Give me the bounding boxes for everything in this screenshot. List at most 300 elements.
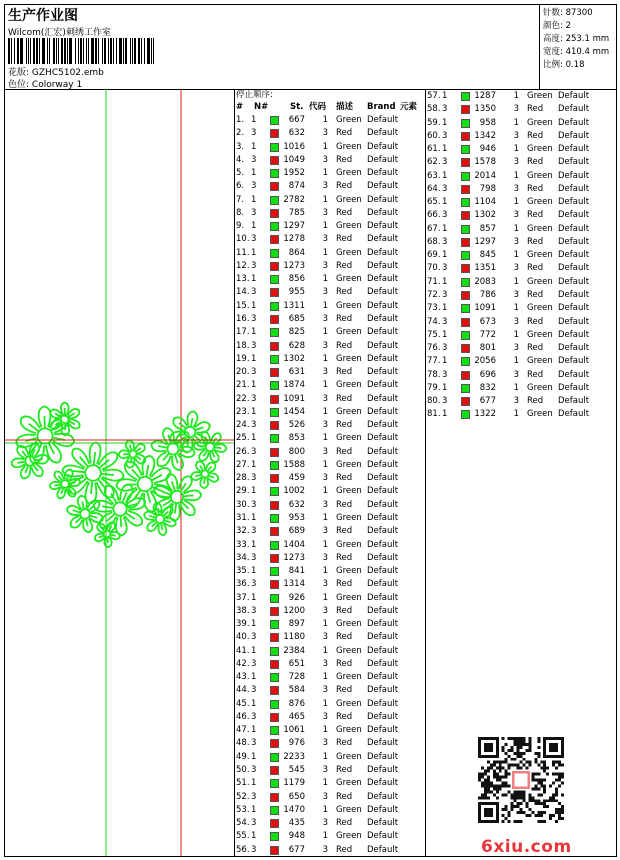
color-swatch (270, 819, 279, 828)
qr-module (520, 740, 523, 743)
stitch-count: 1002 (283, 486, 305, 497)
stop-number: 3. (236, 141, 245, 152)
stitch-count: 874 (288, 181, 305, 192)
stop-number: 78. (427, 369, 441, 380)
color-swatch (270, 806, 279, 815)
stitch-count: 650 (288, 791, 305, 802)
color-description: Green (336, 274, 362, 285)
barcode-bar (36, 38, 38, 64)
qr-module (511, 749, 514, 752)
color-description: Green (527, 276, 553, 287)
qr-module (525, 761, 528, 764)
qr-module (502, 761, 505, 764)
stop-number: 23. (236, 406, 250, 417)
color-code: 1 (322, 274, 328, 285)
qr-module (555, 779, 558, 782)
stop-list-row (427, 196, 615, 209)
qr-module (555, 787, 558, 790)
stop-list-row (236, 605, 424, 618)
color-swatch (461, 278, 470, 287)
color-swatch (270, 514, 279, 523)
color-description: Green (336, 406, 362, 417)
barcode-bar (58, 38, 59, 64)
color-code: 3 (322, 499, 328, 510)
color-code: 3 (322, 579, 328, 590)
stitch-count: 845 (479, 250, 496, 261)
stop-number: 52. (236, 791, 250, 802)
qr-module (505, 752, 508, 755)
stitch-count: 953 (288, 512, 305, 523)
stop-number: 56. (236, 844, 250, 855)
color-swatch (270, 567, 279, 576)
qr-module (528, 764, 531, 767)
stop-number: 8. (236, 207, 245, 218)
qr-module (493, 761, 496, 764)
color-code: 3 (513, 369, 519, 380)
qr-module (490, 764, 493, 767)
color-code: 3 (322, 844, 328, 855)
needle-number: 1 (251, 751, 257, 762)
stop-list-column-2 (427, 90, 615, 422)
stitch-count: 696 (479, 369, 496, 380)
qr-module (549, 784, 552, 787)
barcode-bar (39, 38, 40, 64)
stitch-count: 2384 (283, 645, 305, 656)
color-code: 1 (322, 725, 328, 736)
color-swatch (270, 302, 279, 311)
qr-module (540, 820, 543, 823)
thread-brand: Default (367, 420, 399, 431)
qr-module (508, 767, 511, 770)
qr-module (487, 779, 490, 782)
color-code: 3 (513, 157, 519, 168)
color-swatch (461, 132, 470, 141)
color-code: 3 (322, 658, 328, 669)
stop-list-row (236, 724, 424, 737)
qr-module (525, 767, 528, 770)
thread-brand: Default (367, 459, 399, 470)
color-swatch (270, 527, 279, 536)
qr-module (478, 776, 481, 779)
qr-module (514, 740, 517, 743)
color-swatch (270, 116, 279, 125)
qr-module (531, 787, 534, 790)
stop-list-row (236, 406, 424, 419)
qr-module (534, 784, 537, 787)
color-description: Red (336, 154, 353, 165)
stitch-count: 673 (479, 316, 496, 327)
qr-module (522, 811, 525, 814)
thread-brand: Default (367, 698, 399, 709)
thread-brand: Default (367, 632, 399, 643)
needle-number: 1 (251, 831, 257, 842)
needle-number: 3 (251, 499, 257, 510)
thread-brand: Default (367, 512, 399, 523)
stop-number: 69. (427, 250, 441, 261)
stitch-count: 976 (288, 738, 305, 749)
color-swatch (270, 381, 279, 390)
thread-brand: Default (367, 181, 399, 192)
stop-list-row (236, 167, 424, 180)
qr-module (543, 770, 546, 773)
color-code: 3 (513, 263, 519, 274)
qr-module (508, 755, 511, 758)
color-swatch (270, 726, 279, 735)
color-swatch (270, 368, 279, 377)
stitch-count: 677 (479, 396, 496, 407)
color-description: Red (336, 367, 353, 378)
color-description: Red (336, 765, 353, 776)
thread-brand: Default (367, 499, 399, 510)
stop-list-row (427, 408, 615, 421)
thread-brand: Default (558, 104, 590, 115)
thread-brand: Default (558, 91, 590, 101)
stitch-count: 1104 (474, 197, 496, 208)
qr-module (543, 820, 546, 823)
stop-number: 21. (236, 380, 250, 391)
color-swatch (270, 421, 279, 430)
qr-module (508, 764, 511, 767)
flower-center (80, 509, 90, 519)
color-code: 1 (513, 91, 519, 101)
color-code: 1 (322, 566, 328, 577)
thread-brand: Default (558, 183, 590, 194)
barcode-bar (26, 38, 27, 64)
qr-module (522, 790, 525, 793)
stop-number: 15. (236, 300, 250, 311)
stop-number: 66. (427, 210, 441, 221)
thread-brand: Default (367, 831, 399, 842)
color-swatch (270, 315, 279, 324)
qr-module (540, 779, 543, 782)
qr-module (540, 802, 543, 805)
stop-list-row (236, 737, 424, 750)
stop-number: 30. (236, 499, 250, 510)
stop-number: 5. (236, 168, 245, 179)
color-swatch (270, 288, 279, 297)
barcode-bar (64, 38, 66, 64)
color-description: Green (527, 329, 553, 340)
barcode-bar (108, 38, 109, 64)
color-description: Green (527, 223, 553, 234)
color-description: Red (336, 207, 353, 218)
stat-stitches: 针数: 87300 (543, 8, 593, 18)
qr-module (540, 784, 543, 787)
qr-module (537, 740, 540, 743)
color-description: Red (336, 446, 353, 457)
stitch-count: 841 (288, 566, 305, 577)
qr-module (555, 820, 558, 823)
flower-outline (119, 441, 145, 468)
thread-brand: Default (558, 236, 590, 247)
col-head-code: 代码 (309, 102, 327, 112)
stop-list-row (236, 711, 424, 724)
needle-number: 1 (251, 592, 257, 603)
needle-number: 3 (251, 632, 257, 643)
qr-module (522, 793, 525, 796)
stitch-count: 1297 (474, 236, 496, 247)
qr-module (520, 802, 523, 805)
qr-module (517, 743, 520, 746)
stitch-count: 1302 (283, 353, 305, 364)
color-description: Green (336, 672, 362, 683)
thread-brand: Default (367, 207, 399, 218)
stop-list-row (236, 393, 424, 406)
flower-center (37, 428, 52, 443)
stop-list-row (427, 130, 615, 143)
stitch-count: 1952 (283, 168, 305, 179)
color-code: 3 (322, 526, 328, 537)
qr-module (531, 799, 534, 802)
qr-module (543, 779, 546, 782)
color-swatch (270, 753, 279, 762)
thread-brand: Default (558, 289, 590, 300)
watermark-logo: 6xiu.com (481, 837, 572, 857)
thread-brand: Default (367, 765, 399, 776)
barcode-bar (86, 38, 87, 64)
needle-number: 1 (251, 645, 257, 656)
stop-number: 29. (236, 486, 250, 497)
qr-module (511, 793, 514, 796)
color-code: 3 (513, 289, 519, 300)
stop-number: 53. (236, 804, 250, 815)
qr-module (555, 793, 558, 796)
needle-number: 1 (251, 406, 257, 417)
qr-module (520, 793, 523, 796)
qr-module (508, 773, 511, 776)
stitch-count: 1404 (283, 539, 305, 550)
qr-module (525, 749, 528, 752)
stitch-count: 1273 (283, 552, 305, 563)
qr-module (502, 820, 505, 823)
qr-module (558, 779, 561, 782)
qr-module (537, 746, 540, 749)
thread-brand: Default (558, 117, 590, 128)
stop-list-row (236, 684, 424, 697)
color-swatch (461, 158, 470, 167)
color-swatch (270, 766, 279, 775)
qr-module (484, 790, 487, 793)
color-swatch (461, 291, 470, 300)
qr-module (520, 790, 523, 793)
color-code: 3 (322, 260, 328, 271)
stop-number: 31. (236, 512, 250, 523)
qr-code-icon (478, 737, 564, 823)
qr-module (517, 793, 520, 796)
barcode-bar (130, 38, 131, 64)
stop-number: 10. (236, 234, 250, 245)
qr-module (499, 779, 502, 782)
color-code: 3 (322, 738, 328, 749)
needle-number: 1 (442, 329, 448, 340)
stop-number: 71. (427, 276, 441, 287)
color-swatch (270, 660, 279, 669)
stop-number: 40. (236, 632, 250, 643)
qr-module (549, 814, 552, 817)
qr-module (531, 811, 534, 814)
qr-module (534, 799, 537, 802)
color-swatch (461, 172, 470, 181)
thread-brand: Default (367, 804, 399, 815)
qr-module (487, 796, 490, 799)
stop-list-row (236, 127, 424, 140)
color-description: Red (527, 343, 544, 354)
qr-module (537, 787, 540, 790)
color-swatch (461, 331, 470, 340)
stitch-count: 1578 (474, 157, 496, 168)
needle-number: 1 (442, 91, 448, 101)
color-code: 1 (322, 804, 328, 815)
qr-module (555, 773, 558, 776)
stop-list-row (236, 552, 424, 565)
stop-number: 6. (236, 181, 245, 192)
stitch-count: 435 (288, 818, 305, 829)
qr-module (537, 820, 540, 823)
color-swatch (270, 143, 279, 152)
stop-number: 39. (236, 619, 250, 630)
stop-number: 81. (427, 409, 441, 420)
qr-module (487, 761, 490, 764)
design-file-name: GZHC5102.emb (31, 68, 104, 78)
needle-number: 3 (251, 791, 257, 802)
color-code: 1 (322, 115, 328, 125)
thread-brand: Default (367, 552, 399, 563)
stop-list-row (236, 340, 424, 353)
needle-number: 1 (251, 221, 257, 232)
qr-module (505, 781, 508, 784)
color-swatch (461, 185, 470, 194)
color-description: Red (336, 260, 353, 271)
color-description: Green (336, 512, 362, 523)
stop-list-row (427, 90, 615, 103)
stop-number: 18. (236, 340, 250, 351)
needle-number: 3 (251, 579, 257, 590)
needle-number: 1 (442, 382, 448, 393)
color-description: Green (336, 168, 362, 179)
stitch-count: 689 (288, 526, 305, 537)
color-description: Red (336, 313, 353, 324)
qr-module (552, 814, 555, 817)
color-description: Red (336, 579, 353, 590)
color-description: Green (527, 250, 553, 261)
color-code: 1 (322, 645, 328, 656)
stop-list-row (236, 366, 424, 379)
thread-brand: Default (367, 738, 399, 749)
qr-module (528, 743, 531, 746)
stop-number: 49. (236, 751, 250, 762)
color-swatch (461, 384, 470, 393)
barcode-bar (28, 38, 29, 64)
stitch-count: 2233 (283, 751, 305, 762)
thread-brand: Default (558, 263, 590, 274)
barcode-bar (83, 38, 84, 64)
qr-module (505, 758, 508, 761)
needle-number: 3 (251, 446, 257, 457)
page-title: 生产作业图 (8, 8, 78, 24)
stop-list-row (236, 751, 424, 764)
needle-number: 1 (251, 247, 257, 258)
stop-number: 22. (236, 393, 250, 404)
stop-number: 13. (236, 274, 250, 285)
color-code: 3 (513, 316, 519, 327)
qr-module (520, 767, 523, 770)
thread-brand: Default (367, 645, 399, 656)
stop-list-row (236, 525, 424, 538)
thread-brand: Default (558, 170, 590, 181)
color-swatch (270, 434, 279, 443)
color-code: 1 (513, 409, 519, 420)
thread-brand: Default (367, 473, 399, 484)
stop-number: 33. (236, 539, 250, 550)
stop-number: 51. (236, 778, 250, 789)
stop-number: 48. (236, 738, 250, 749)
color-code: 3 (513, 130, 519, 141)
qr-module (546, 799, 549, 802)
color-description: Red (336, 844, 353, 855)
stitch-count: 1322 (474, 409, 496, 420)
thread-brand: Default (367, 844, 399, 855)
barcode-bar (88, 38, 89, 64)
stitch-count: 1302 (474, 210, 496, 221)
needle-number: 1 (251, 698, 257, 709)
thread-brand: Default (367, 446, 399, 457)
qr-module (552, 764, 555, 767)
needle-number: 3 (251, 367, 257, 378)
qr-module (561, 811, 564, 814)
thread-brand: Default (558, 210, 590, 221)
color-swatch (461, 145, 470, 154)
color-code: 1 (322, 539, 328, 550)
stop-list-row (427, 302, 615, 315)
stitch-count: 1351 (474, 263, 496, 274)
color-code: 3 (322, 552, 328, 563)
needle-number: 1 (251, 619, 257, 630)
qr-module (531, 796, 534, 799)
needle-number: 3 (442, 289, 448, 300)
color-swatch (461, 371, 470, 380)
qr-module (549, 796, 552, 799)
color-code: 1 (513, 303, 519, 314)
color-code: 1 (322, 778, 328, 789)
qr-module (499, 784, 502, 787)
qr-module (502, 767, 505, 770)
qr-code (478, 737, 564, 823)
stop-number: 37. (236, 592, 250, 603)
color-description: Green (527, 144, 553, 155)
flower-outline (144, 503, 176, 535)
color-description: Red (336, 499, 353, 510)
qr-module (508, 814, 511, 817)
color-description: Green (336, 380, 362, 391)
color-code: 1 (322, 592, 328, 603)
color-swatch (270, 249, 279, 258)
qr-module (517, 820, 520, 823)
thread-brand: Default (367, 247, 399, 258)
color-swatch (270, 355, 279, 364)
qr-module (484, 808, 493, 817)
stop-list-row (236, 180, 424, 193)
barcode-bar (11, 38, 12, 64)
needle-number: 1 (442, 170, 448, 181)
qr-module (537, 799, 540, 802)
qr-module (528, 808, 531, 811)
thread-brand: Default (367, 367, 399, 378)
color-description: Red (527, 263, 544, 274)
barcode-bar (119, 38, 122, 64)
color-description: Green (336, 619, 362, 630)
needle-number: 3 (251, 526, 257, 537)
color-description: Green (336, 327, 362, 338)
